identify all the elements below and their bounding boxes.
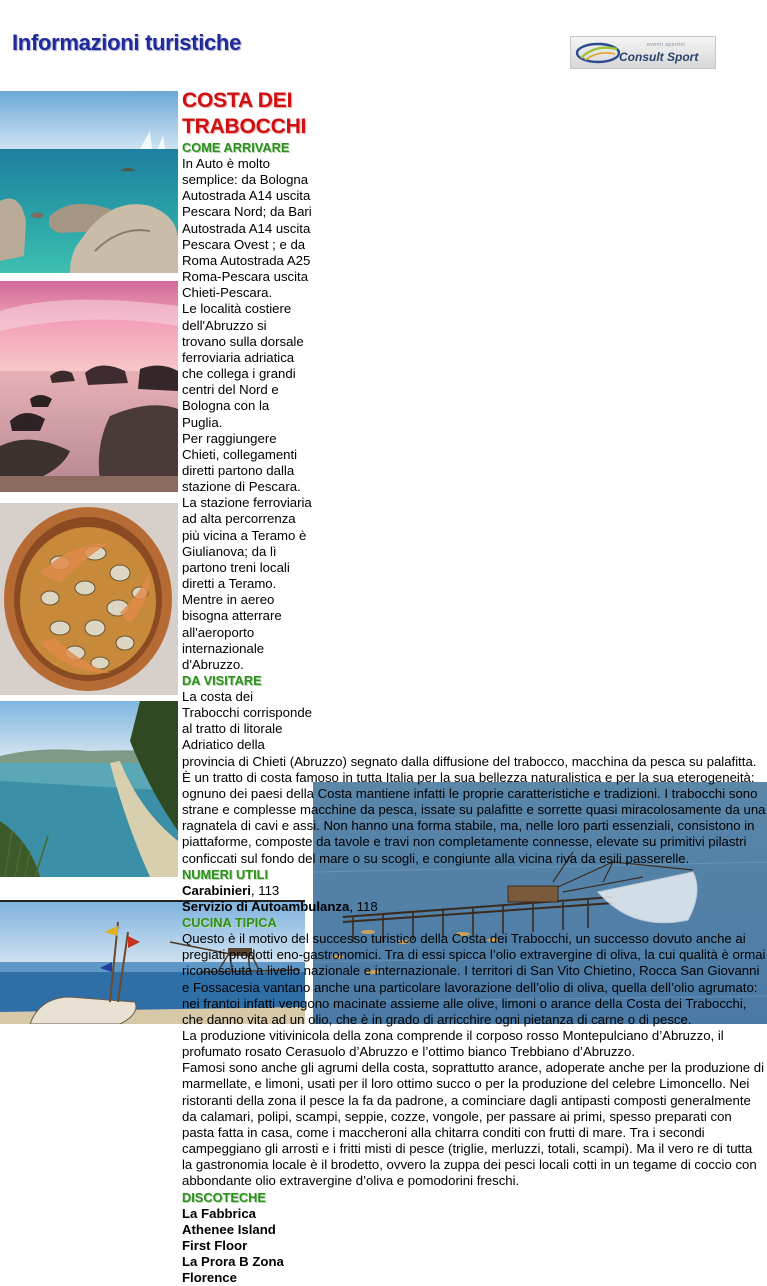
paragraph: La costa dei Trabocchi corrisponde al tratto di litorale Adriatico della provincia di Chieti (Abruzzo) segnato dalla diffusione del trabocco, macchina da pesca su palafitta. È un tratto di costa famoso in tutta Italia per la sua bellezza naturalistica e per la sua eterogeneità: ognuno dei paesi della Costa mantiene infatti le proprie caratteristiche e tradizioni. I trabocchi sono strane e complesse macchine da pesca, issate su palafitte e sorrette quasi miracolosamente da una ragnatela di cavi e assi. Non hanno una forma stabile, ma, nelle loro parti essenziali, consistono in piattaforme, composte da tavole e travi non completamente connesse, elevate su primitivi pilastri conficcati sul fondo del mare o su scogli, e congiunte alla vicina riva da esili passerelle. (182, 689, 766, 866)
phone-entry-carabinieri (182, 883, 766, 899)
photo-rocky-coast (0, 91, 178, 273)
image-wrap-area (312, 88, 766, 748)
logo-name: Consult Sport (619, 50, 699, 64)
paragraph: In Auto è molto semplice: da Bologna Autostrada A14 uscita Pescara Nord; da Bari Autostrada A14 uscita Pescara Ovest ; e da Roma Autostrada A25 Roma-Pescara uscita Chieti-Pescara. (182, 156, 312, 301)
paragraph: La produzione vitivinicola della zona comprende il corposo rosso Montepulciano d’Abruzzo, il profumato rosato Cerasuolo d’Abruzzo e l’ottimo bianco Trebbiano d’Abruzzo. (182, 1027, 724, 1060)
phone-number: 118 (356, 898, 378, 914)
separator: , (349, 898, 357, 914)
consult-sport-logo (570, 36, 716, 69)
phone-entry-ambulanza (182, 899, 766, 915)
list-item: La Fabbrica (182, 1205, 257, 1221)
logo-subtitle: eventi sportivi (647, 42, 686, 48)
phone-number: 113 (258, 882, 280, 898)
main-content (182, 88, 766, 1286)
swoosh-icon (575, 40, 621, 66)
paragraph: Per raggiungere Chieti, collegamenti diretti partono dalla stazione di Pescara. (182, 430, 301, 495)
list-item: Athenee Island (182, 1221, 276, 1237)
photo-sunset-rocks (0, 281, 178, 492)
paragraph: La stazione ferroviaria ad alta percorrenza più vicina a Teramo è Giulianova; da lì partono treni locali diretti a Teramo. (182, 495, 312, 592)
heading-numeri-utili: NUMERI UTILI (182, 866, 269, 882)
page-header-title: Informazioni turistiche (12, 30, 242, 55)
discoteche-list (182, 1206, 766, 1286)
heading-come-arrivare: COME ARRIVARE (182, 140, 290, 155)
list-item: Florence (182, 1270, 237, 1286)
photo-coastal-view (0, 701, 178, 877)
main-title: COSTA DEI TRABOCCHI (182, 89, 307, 138)
list-item: First Floor (182, 1237, 248, 1253)
photo-fish-stew (0, 503, 178, 695)
separator: , (250, 882, 259, 898)
heading-da-visitare: DA VISITARE (182, 673, 262, 688)
paragraph: Mentre in aereo bisogna atterrare all'aeroporto internazionale d'Abruzzo. (182, 592, 282, 672)
paragraph: Le località costiere dell'Abruzzo si trovano sulla dorsale ferroviaria adriatica che collega i grandi centri del Nord e Bologna con la Puglia. (182, 301, 304, 430)
phone-label: Carabinieri (182, 882, 251, 898)
paragraph: Questo è il motivo del successo turistico della Costa dei Trabocchi, un successo dovuto anche ai pregiati prodotti eno-gastronomici. Tra di essi spicca l’olio extravergine di oliva, la cui qualità è ormai riconosciuta a livello nazionale e internazionale. I territori di San Vito Chietino, Rocca San Giovanni e Fossacesia vantano anche una particolare lavorazione dell’olio di oliva, quella dell’olio agrumato: nei frantoi infatti vengono macinate assieme alle olive, limoni o arance della Costa dei Trabocchi, che danno vita ad un olio, che è in grado di arricchire ogni pietanza di carne o di pesce. (182, 931, 766, 1027)
heading-discoteche: DISCOTECHE (182, 1189, 266, 1205)
heading-cucina-tipica: CUCINA TIPICA (182, 915, 277, 931)
paragraph: Famosi sono anche gli agrumi della costa, soprattutto arance, adoperate anche per la produzione di marmellate, e limoni, usati per il loro ottimo succo o per la produzione del celebre Limoncello. Nei ristoranti della zona il pesce la fa da padrone, a cominciare dagli antipasti composti generalmente da calamari, polipi, scampi, seppie, cozze, vongole, per passare ai primi, spesso preparati con pasta fatta in casa, come i maccheroni alla chitarra conditi con frutti di mare. Tra i secondi campeggiano gli arrosti e i fritti misti di pesce (triglie, merluzzi, totali, scampi). Ma il vero re di tutta la gastronomia locale è il brodetto, ovvero la zuppa dei pesci locali cotti in un tegame di coccio con abbondante olio extravergine d’oliva e pomodorini freschi. (182, 1060, 765, 1189)
phone-label: Servizio di Autoambulanza (182, 898, 350, 914)
list-item: La Prora B Zona (182, 1254, 284, 1269)
